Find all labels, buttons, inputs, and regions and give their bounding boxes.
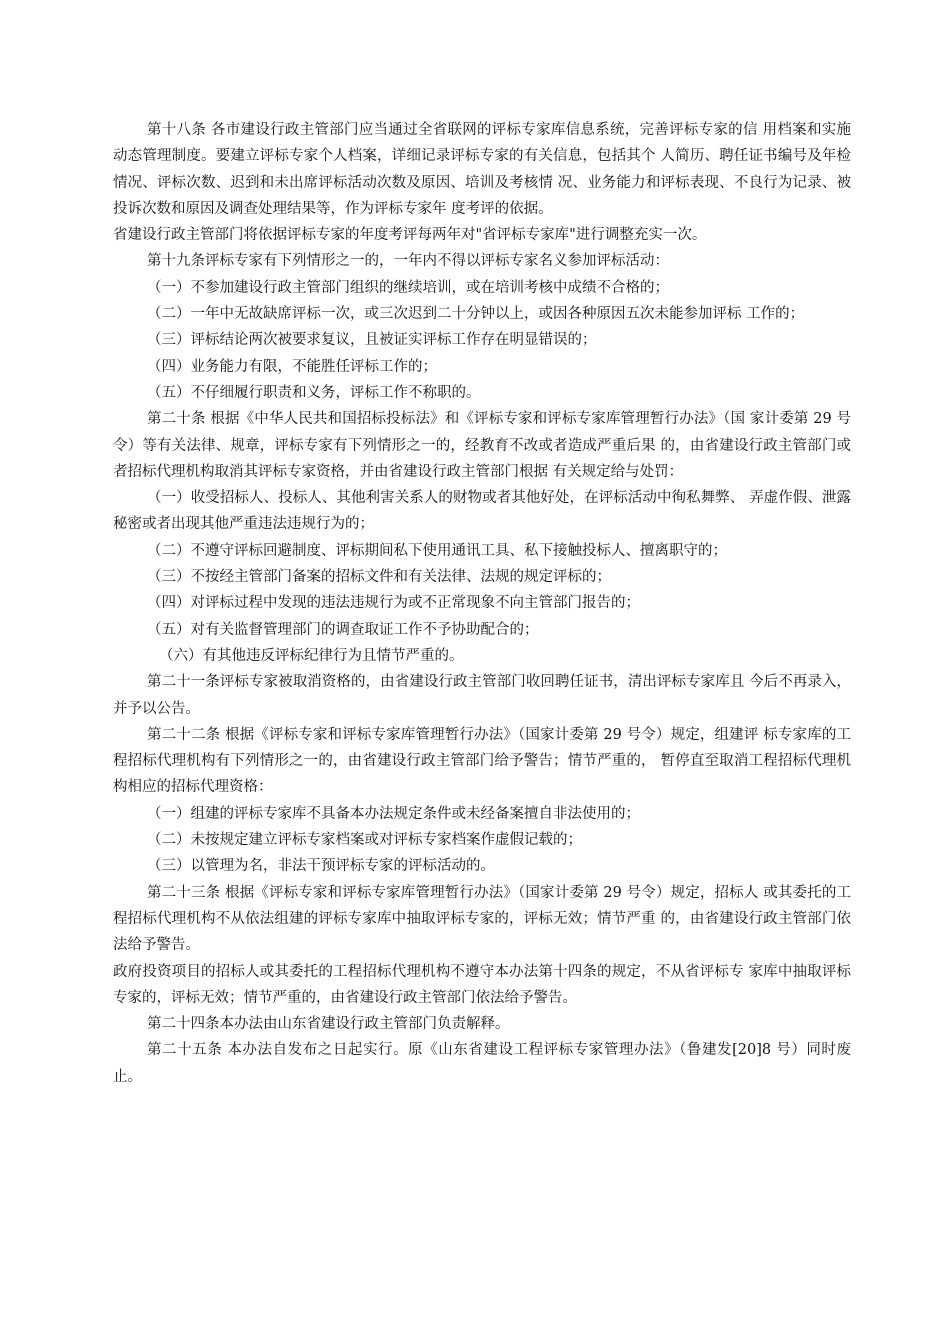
article-20-item-2: （二）不遵守评标回避制度、评标期间私下使用通讯工具、私下接触投标人、擅离职守的； (147, 542, 727, 559)
article-19-item-3: （三）评标结论两次被要求复议，且被证实评标工作存在明显错误的； (147, 332, 597, 349)
article-20-item-5: （五）对有关监督管理部门的调查取证工作不予协助配合的； (147, 621, 539, 638)
article-22-item-1: （一）组建的评标专家库不具备本办法规定条件或未经备案擅自非法使用的； (147, 805, 640, 822)
article-20: 第二十条 根据《中华人民共和国招标投标法》和《评标专家和评标专家库管理暂行办法》（国 家计委第 29 号令）等有关法律、规章，评标专家有下列情形之一的，经教育不改或者造成严重后果 的，由省建设行政主管部门或者招标代理机构取消其评标专家资格，并由省建设行政主管部门根据 有关规定给与处罚： (113, 411, 851, 480)
article-24: 第二十四条本办法由山东省建设行政主管部门负责解释。 (147, 1016, 510, 1033)
article-19-item-1: （一）不参加建设行政主管部门组织的继续培训，或在培训考核中成绩不合格的； (147, 279, 669, 296)
article-20-item-4: （四）对评标过程中发现的违法违规行为或不正常现象不向主管部门报告的； (147, 595, 640, 612)
article-20-item-3: （三）不按经主管部门备案的招标文件和有关法律、法规的规定评标的； (147, 569, 611, 586)
article-23: 第二十三条 根据《评标专家和评标专家库管理暂行办法》（国家计委第 29 号令）规定，招标人 或其委托的工程招标代理机构不从依法组建的评标专家库中抽取评标专家的，评标无效；情节严重 的，由省建设行政主管部门依法给予警告。 (113, 884, 851, 954)
article-19: 第十九条评标专家有下列情形之一的，一年内不得以评标专家名义参加评标活动： (147, 253, 669, 270)
article-19-item-2: （二）一年中无故缺席评标一次，或三次迟到二十分钟以上，或因各种原因五次未能参加评标 工作的； (147, 306, 805, 323)
article-22-item-3: （三）以管理为名，非法干预评标专家的评标活动的。 (147, 858, 495, 875)
article-20-item-6: （六）有其他违反评标纪律行为且情节严重的。 (159, 647, 464, 664)
article-22-item-2: （二）未按规定建立评标专家档案或对评标专家档案作虚假记载的； (147, 832, 582, 849)
article-19-item-4: （四）业务能力有限，不能胜任评标工作的； (147, 358, 437, 375)
article-18-supplement: 省建设行政主管部门将依据评标专家的年度考评每两年对"省评标专家库"进行调整充实一次。 (113, 227, 707, 244)
article-23-supplement: 政府投资项目的招标人或其委托的工程招标代理机构不遵守本办法第十四条的规定，不从省评标专 家库中抽取评标专家的，评标无效；情节严重的，由省建设行政主管部门依法给予警告。 (113, 963, 851, 1006)
article-19-item-5: （五）不仔细履行职责和义务，评标工作不称职的。 (147, 384, 481, 401)
article-18: 第十八条 各市建设行政主管部门应当通过全省联网的评标专家库信息系统，完善评标专家的信 用档案和实施动态管理制度。要建立评标专家个人档案，详细记录评标专家的有关信息，包括其个 人简历、聘任证书编号及年检情况、评标次数、迟到和未出席评标活动次数及原因、培训及考核情 况、业务能力和评标表现、不良行为记录、被投诉次数和原因及调查处理结果等，作为评标专家年 度考评的依据。 (113, 122, 851, 217)
article-25: 第二十五条 本办法自发布之日起实行。原《山东省建设工程评标专家管理办法》（鲁建发[20]8 号）同时废止。 (113, 1042, 851, 1085)
article-22: 第二十二条 根据《评标专家和评标专家库管理暂行办法》（国家计委第 29 号令）规定，组建评 标专家库的工程招标代理机构有下列情形之一的，由省建设行政主管部门给予警告；情节严重的， 暂停直至取消工程招标代理机构相应的招标代理资格： (113, 726, 851, 796)
article-20-item-1: （一）收受招标人、投标人、其他利害关系人的财物或者其他好处，在评标活动中徇私舞弊、 弄虚作假、泄露秘密或者出现其他严重违法违规行为的； (113, 490, 851, 533)
article-21: 第二十一条评标专家被取消资格的，由省建设行政主管部门收回聘任证书，清出评标专家库且 今后不再录入，并予以公告。 (113, 674, 851, 717)
document-body (113, 117, 851, 1090)
